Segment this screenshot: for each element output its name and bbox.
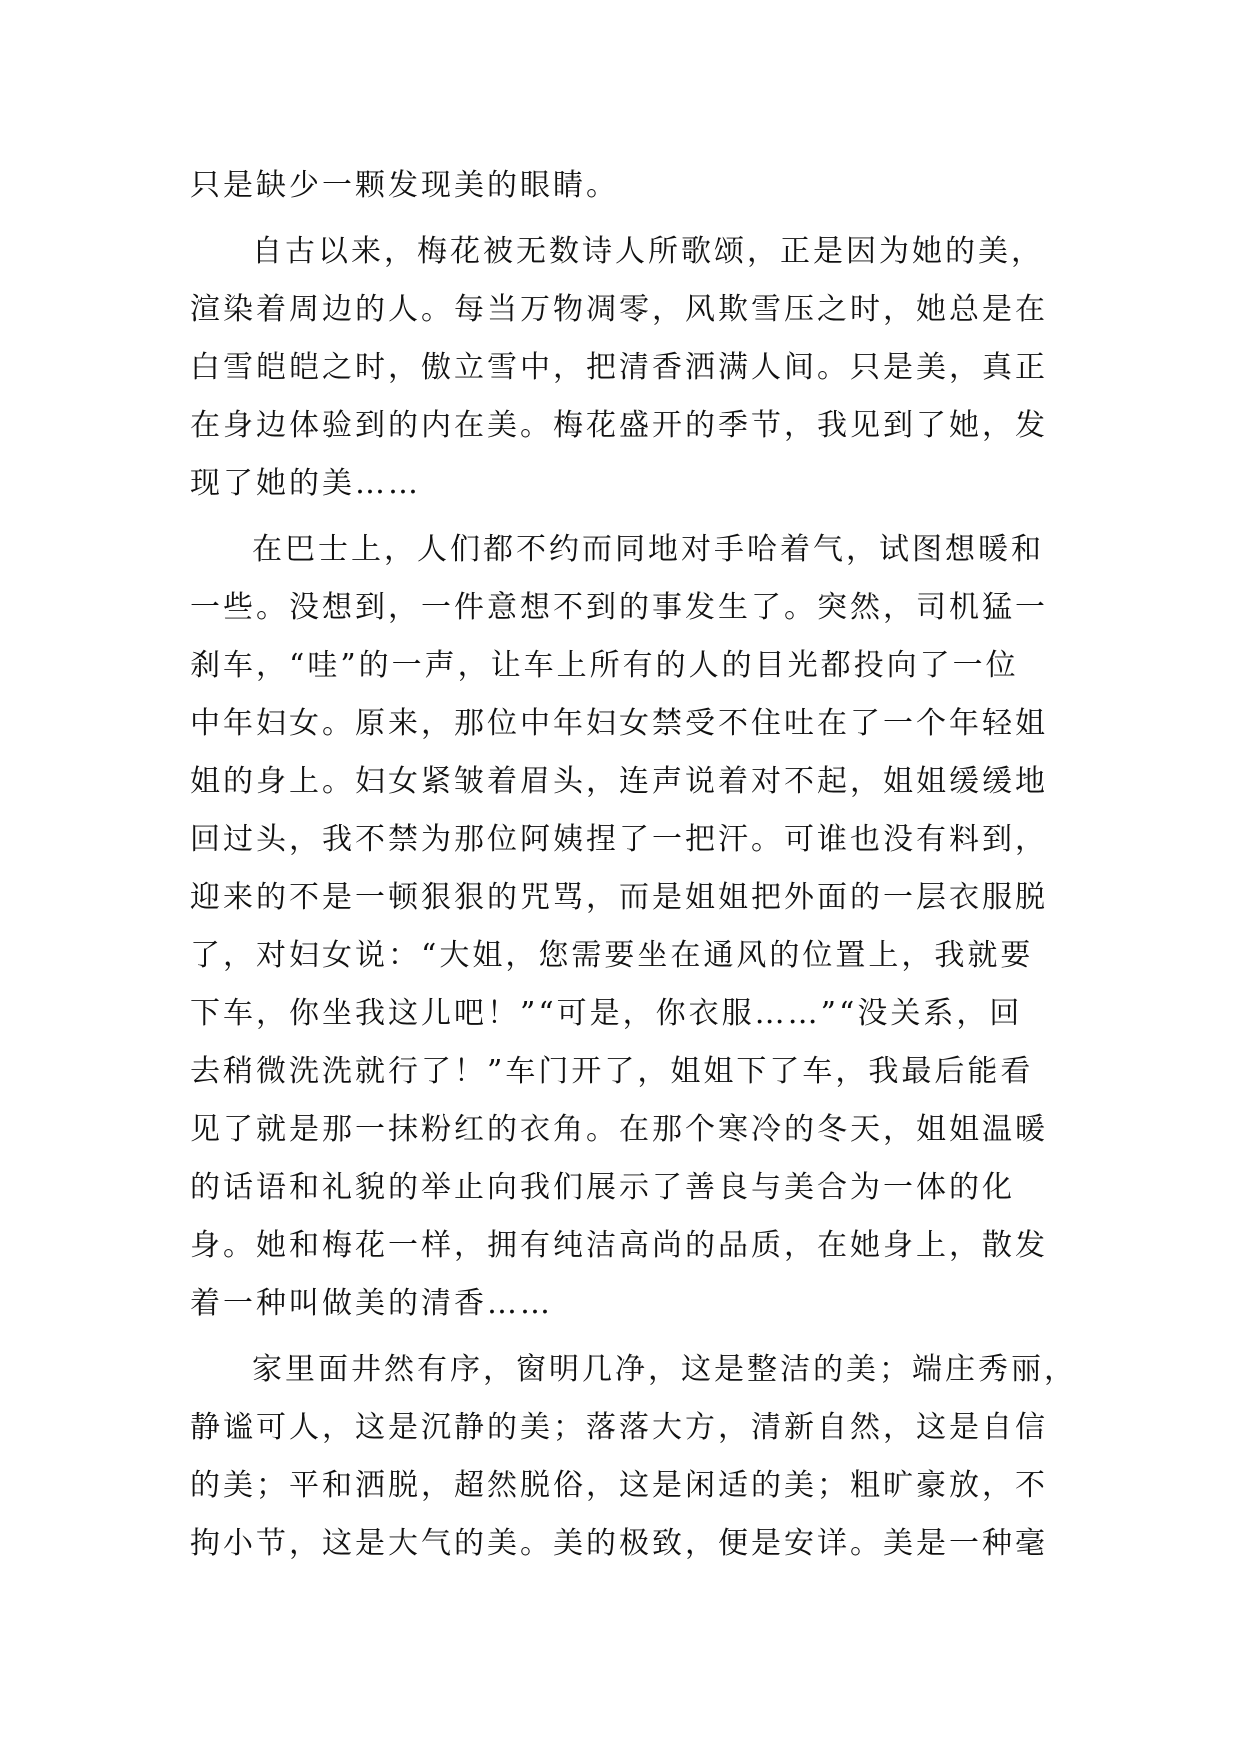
text-line: 家里面井然有序，窗明几净，这是整洁的美；端庄秀丽， (252, 1352, 1077, 1387)
text-line: 见了就是那一抹粉红的衣角。在那个寒冷的冬天，姐姐温暖 (190, 1112, 1048, 1147)
text-line: 回过头，我不禁为那位阿姨捏了一把汗。可谁也没有料到， (190, 822, 1048, 857)
text-line: 白雪皑皑之时，傲立雪中，把清香洒满人间。只是美，真正 (190, 350, 1048, 385)
text-line: 只是缺少一颗发现美的眼睛。 (190, 168, 619, 203)
text-line: 身。她和梅花一样，拥有纯洁高尚的品质，在她身上，散发 (190, 1228, 1048, 1263)
text-line: 渲染着周边的人。每当万物凋零，风欺雪压之时，她总是在 (190, 292, 1048, 327)
text-line: 下车，你坐我这儿吧！”“可是，你衣服……”“没关系，回 (190, 996, 1023, 1031)
text-line: 一些。没想到，一件意想不到的事发生了。突然，司机猛一 (190, 590, 1048, 625)
paragraph-gap (190, 513, 1070, 521)
text-line: 刹车，“哇”的一声，让车上所有的人的目光都投向了一位 (190, 648, 1019, 683)
paragraph-gap (190, 215, 1070, 223)
text-line: 迎来的不是一顿狠狠的咒骂，而是姐姐把外面的一层衣服脱 (190, 880, 1048, 915)
text-line: 去稍微洗洗就行了！”车门开了，姐姐下了车，我最后能看 (190, 1054, 1034, 1089)
text-line: 静谧可人，这是沉静的美；落落大方，清新自然，这是自信 (190, 1410, 1048, 1445)
text-line: 现了她的美…… (190, 466, 421, 501)
paragraph-gap (190, 1333, 1070, 1341)
text-line: 姐的身上。妇女紧皱着眉头，连声说着对不起，姐姐缓缓地 (190, 764, 1048, 799)
text-line: 着一种叫做美的清香…… (190, 1286, 553, 1321)
text-line: 的美；平和洒脱，超然脱俗，这是闲适的美；粗旷豪放，不 (190, 1468, 1048, 1503)
text-line: 中年妇女。原来，那位中年妇女禁受不住吐在了一个年轻姐 (190, 706, 1048, 741)
text-line: 的话语和礼貌的举止向我们展示了善良与美合为一体的化 (190, 1170, 1015, 1205)
text-line: 在巴士上，人们都不约而同地对手哈着气，试图想暖和 (252, 532, 1044, 567)
text-line: 拘小节，这是大气的美。美的极致，便是安详。美是一种毫 (190, 1526, 1048, 1561)
essay-body (190, 157, 1077, 1573)
text-line: 了，对妇女说：“大姐，您需要坐在通风的位置上，我就要 (190, 938, 1034, 973)
text-line: 在身边体验到的内在美。梅花盛开的季节，我见到了她，发 (190, 408, 1048, 443)
text-line: 自古以来，梅花被无数诗人所歌颂，正是因为她的美， (252, 234, 1044, 269)
